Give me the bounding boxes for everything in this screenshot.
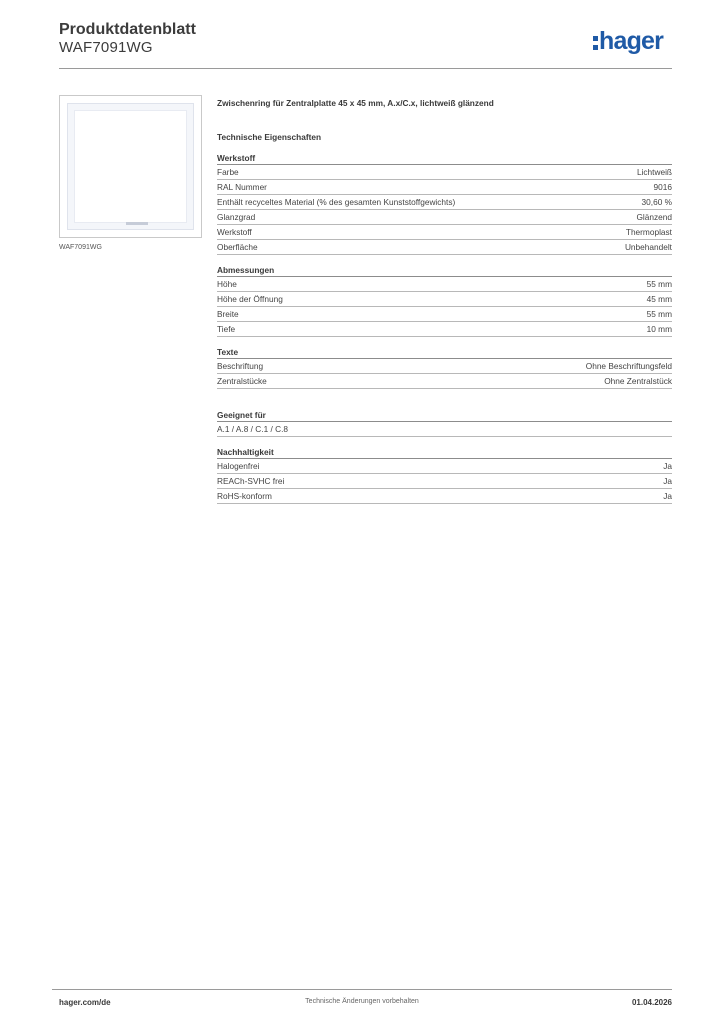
footer-divider	[52, 989, 672, 990]
property-value: Ohne Zentralstück	[604, 376, 672, 386]
product-description: Zwischenring für Zentralplatte 45 x 45 mm, A.x/C.x, lichtweiß glänzend	[217, 98, 494, 108]
product-details	[217, 97, 672, 504]
property-row	[217, 240, 672, 255]
property-label: Werkstoff	[217, 227, 252, 237]
property-group	[217, 153, 672, 255]
intermediate-ring-icon	[67, 103, 194, 230]
technical-properties-title: Technische Eigenschaften	[217, 132, 322, 142]
property-row	[217, 489, 672, 504]
property-label: A.1 / A.8 / C.1 / C.8	[217, 424, 289, 434]
hager-logo	[593, 26, 663, 56]
property-value: Ja	[663, 476, 672, 486]
property-value: Unbehandelt	[624, 242, 672, 252]
property-label: Enthält recyceltes Material (% des gesamten Kunststoffgewichts)	[217, 197, 456, 207]
property-label: Oberfläche	[217, 242, 258, 252]
product-image	[59, 95, 202, 238]
property-row	[217, 180, 672, 195]
header-divider	[59, 68, 672, 69]
property-label: Zentralstücke	[217, 376, 267, 386]
property-label: Beschriftung	[217, 361, 264, 371]
property-row	[217, 422, 672, 437]
property-row	[217, 225, 672, 240]
property-value: 45 mm	[646, 294, 672, 304]
property-row	[217, 359, 672, 374]
ring-opening	[74, 110, 187, 223]
product-code: WAF7091WG	[59, 39, 153, 56]
property-label: REACh-SVHC frei	[217, 476, 285, 486]
group-title: Nachhaltigkeit	[217, 447, 672, 459]
group-title: Geeignet für	[217, 410, 672, 422]
ring-notch	[126, 222, 148, 225]
property-groups	[217, 153, 672, 504]
footer-website: hager.com/de	[59, 998, 111, 1007]
property-value: Lichtweiß	[636, 167, 672, 177]
property-group	[217, 410, 672, 437]
property-value: Ohne Beschriftungsfeld	[585, 361, 672, 371]
property-row	[217, 474, 672, 489]
property-label: Halogenfrei	[217, 461, 260, 471]
property-row	[217, 459, 672, 474]
property-label: Farbe	[217, 167, 239, 177]
property-row	[217, 277, 672, 292]
property-row	[217, 210, 672, 225]
property-value: Thermoplast	[625, 227, 672, 237]
property-value: Ja	[663, 491, 672, 501]
property-label: RAL Nummer	[217, 182, 267, 192]
property-value: 9016	[653, 182, 672, 192]
property-row	[217, 195, 672, 210]
property-value: 30,60 %	[641, 197, 672, 207]
property-group	[217, 347, 672, 389]
property-row	[217, 322, 672, 337]
property-row	[217, 374, 672, 389]
property-value: Glänzend	[636, 212, 672, 222]
property-value: 10 mm	[646, 324, 672, 334]
logo-colon-icon	[593, 34, 598, 50]
property-label: Tiefe	[217, 324, 236, 334]
property-value: 55 mm	[646, 309, 672, 319]
property-value: 55 mm	[646, 279, 672, 289]
group-title: Werkstoff	[217, 153, 672, 165]
product-image-caption: WAF7091WG	[59, 244, 102, 251]
property-label: Höhe	[217, 279, 237, 289]
property-row	[217, 307, 672, 322]
property-row	[217, 292, 672, 307]
property-row	[217, 165, 672, 180]
document-title: Produktdatenblatt	[59, 21, 196, 38]
property-value: Ja	[663, 461, 672, 471]
property-label: RoHS-konform	[217, 491, 272, 501]
footer-notice: Technische Änderungen vorbehalten	[305, 998, 419, 1005]
footer-date: 01.04.2026	[631, 998, 672, 1007]
property-label: Höhe der Öffnung	[217, 294, 283, 304]
property-label: Breite	[217, 309, 239, 319]
group-title: Texte	[217, 347, 672, 359]
property-label: Glanzgrad	[217, 212, 256, 222]
group-title: Abmessungen	[217, 265, 672, 277]
property-group	[217, 447, 672, 504]
logo-text: hager	[599, 27, 664, 55]
property-group	[217, 265, 672, 337]
